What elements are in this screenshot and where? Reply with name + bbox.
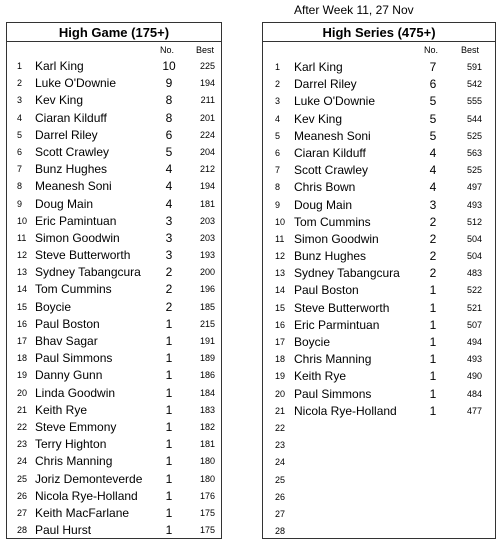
player-name: Darrel Riley: [294, 77, 357, 92]
player-name: Luke O'Downie: [35, 76, 116, 91]
row-rank: 26: [17, 490, 28, 501]
player-name: Luke O'Downie: [294, 94, 375, 109]
table-row: [263, 351, 495, 368]
table-row: [263, 300, 495, 317]
table-row: [7, 281, 221, 298]
table-row: [7, 178, 221, 195]
table-row: [263, 437, 495, 454]
best-score: 189: [199, 353, 215, 364]
row-rank: 25: [17, 473, 28, 484]
row-rank: 23: [275, 440, 286, 451]
count-value: 1: [429, 335, 437, 349]
best-score: 591: [466, 62, 482, 72]
player-name: Simon Goodwin: [35, 230, 120, 245]
player-name: Bhav Sagar: [35, 334, 98, 348]
row-rank: 5: [275, 130, 281, 141]
player-name: Paul Simmons: [35, 351, 113, 366]
best-score: 512: [466, 216, 482, 227]
row-rank: 13: [275, 268, 286, 279]
player-name: Darrel Riley: [35, 127, 98, 142]
best-score: 196: [199, 284, 215, 295]
row-rank: 5: [17, 129, 23, 140]
count-value: 1: [165, 437, 173, 452]
best-score: 497: [466, 182, 482, 193]
table-row: [7, 127, 221, 144]
count-value: 2: [429, 214, 437, 229]
row-rank: 28: [275, 526, 286, 537]
best-score: 504: [466, 233, 482, 244]
best-score: 563: [466, 147, 482, 158]
row-rank: 18: [275, 354, 286, 365]
count-value: 1: [165, 334, 173, 348]
best-score: 211: [200, 95, 215, 106]
table-row: [263, 386, 495, 403]
player-name: Chris Bown: [294, 180, 356, 195]
player-name: Keith Rye: [35, 402, 88, 417]
count-value: 1: [429, 283, 437, 298]
best-score: 200: [199, 267, 215, 278]
table-row: [7, 110, 221, 127]
count-value: 2: [165, 299, 173, 314]
row-rank: 15: [275, 302, 286, 313]
row-rank: 19: [17, 370, 28, 381]
best-score: 525: [466, 165, 482, 176]
player-name: Tom Cummins: [35, 282, 112, 297]
player-name: Karl King: [294, 60, 343, 74]
count-value: 1: [165, 419, 173, 434]
best-score: 194: [199, 181, 215, 192]
count-value: 4: [429, 163, 437, 178]
row-rank: 17: [275, 337, 286, 347]
best-score: 185: [199, 301, 215, 312]
count-value: 6: [429, 77, 437, 92]
row-rank: 15: [17, 301, 28, 312]
row-rank: 3: [17, 95, 23, 106]
row-rank: 12: [17, 250, 28, 261]
player-name: Simon Goodwin: [294, 231, 379, 246]
count-value: 1: [165, 316, 173, 331]
best-score: 483: [466, 268, 482, 279]
player-name: Paul Boston: [294, 283, 359, 298]
high-series-rows: [263, 59, 495, 540]
player-name: Scott Crawley: [35, 144, 110, 159]
table-row: [7, 436, 221, 453]
high-series-table: [262, 22, 496, 539]
table-row: [7, 75, 221, 92]
best-score: 175: [199, 525, 215, 536]
row-rank: 27: [17, 507, 28, 518]
best-score: 224: [199, 129, 215, 140]
table-row: [263, 282, 495, 299]
row-rank: 4: [275, 113, 281, 124]
count-value: 4: [429, 180, 437, 195]
count-value: 8: [165, 93, 173, 108]
count-value: 1: [165, 385, 173, 400]
table-row: [7, 385, 221, 402]
best-score: 507: [466, 319, 482, 330]
best-score: 525: [466, 130, 482, 141]
count-value: 1: [429, 300, 437, 315]
count-value: 5: [165, 144, 173, 159]
row-rank: 18: [17, 353, 28, 364]
table-row: [263, 197, 495, 214]
table-row: [7, 58, 221, 75]
count-value: 9: [165, 76, 173, 91]
best-score: 542: [466, 79, 482, 90]
table-row: [263, 454, 495, 471]
row-rank: 20: [275, 388, 286, 399]
table-row: [7, 264, 221, 281]
count-value: 5: [429, 94, 437, 109]
best-score: 203: [199, 232, 215, 243]
table-row: [7, 247, 221, 264]
row-rank: 1: [275, 62, 281, 72]
player-name: Doug Main: [35, 196, 94, 211]
count-value: 1: [429, 369, 437, 384]
player-name: Keith Rye: [294, 369, 347, 384]
count-value: 2: [165, 265, 173, 280]
row-rank: 16: [275, 319, 286, 330]
player-name: Boycie: [294, 335, 331, 349]
best-score: 494: [466, 337, 482, 347]
row-rank: 23: [17, 439, 28, 450]
count-value: 3: [165, 248, 173, 263]
count-value: 1: [165, 402, 173, 417]
page-subtitle: After Week 11, 27 Nov: [294, 3, 414, 17]
table-row: [263, 111, 495, 128]
best-score: 183: [199, 404, 215, 415]
table-row: [263, 489, 495, 506]
row-rank: 19: [275, 371, 286, 382]
table-row: [263, 317, 495, 334]
row-rank: 11: [17, 232, 27, 243]
row-rank: 7: [275, 165, 281, 176]
row-rank: 27: [275, 508, 286, 519]
table-row: [263, 128, 495, 145]
column-header-no: No.: [160, 45, 175, 55]
table-row: [263, 145, 495, 162]
player-name: Keith MacFarlane: [35, 505, 130, 520]
table-row: [7, 350, 221, 367]
best-score: 521: [466, 302, 482, 313]
best-score: 175: [199, 507, 215, 518]
column-header-best: Best: [461, 45, 480, 55]
best-score: 181: [199, 198, 215, 209]
player-name: Terry Highton: [35, 437, 107, 452]
table-row: [263, 76, 495, 93]
high-game-rows: [7, 58, 221, 539]
row-rank: 12: [275, 251, 286, 262]
row-rank: 14: [275, 285, 286, 296]
table-row: [7, 333, 221, 350]
player-name: Kev King: [294, 111, 343, 126]
best-score: 180: [199, 473, 215, 484]
count-value: 7: [429, 60, 437, 74]
table-row: [7, 213, 221, 230]
count-value: 4: [165, 179, 173, 194]
row-rank: 6: [275, 147, 281, 158]
count-value: 2: [165, 282, 173, 297]
high-game-column-headers: [7, 42, 221, 58]
row-rank: 3: [275, 96, 281, 107]
best-score: 212: [199, 164, 215, 175]
row-rank: 10: [17, 215, 28, 226]
count-value: 1: [165, 488, 173, 503]
table-row: [263, 59, 495, 76]
best-score: 194: [199, 78, 215, 89]
table-row: [263, 472, 495, 489]
player-name: Paul Simmons: [294, 386, 372, 401]
table-row: [263, 420, 495, 437]
table-row: [263, 368, 495, 385]
player-name: Karl King: [35, 59, 84, 73]
column-header-no: No.: [424, 45, 439, 55]
table-row: [263, 403, 495, 420]
player-name: Scott Crawley: [294, 163, 369, 178]
best-score: 484: [466, 388, 482, 399]
row-rank: 17: [17, 336, 28, 346]
player-name: Steve Butterworth: [294, 300, 390, 315]
player-name: Doug Main: [294, 197, 353, 212]
table-row: [7, 402, 221, 419]
best-score: 490: [466, 371, 482, 382]
player-name: Ciaran Kilduff: [35, 110, 107, 125]
best-score: 203: [199, 215, 215, 226]
column-header-best: Best: [196, 45, 215, 55]
row-rank: 11: [275, 233, 285, 244]
count-value: 1: [429, 386, 437, 401]
player-name: Meanesh Soni: [35, 179, 112, 194]
table-row: [7, 419, 221, 436]
player-name: Paul Hurst: [35, 523, 92, 538]
table-row: [263, 265, 495, 282]
table-row: [7, 488, 221, 505]
count-value: 1: [165, 368, 173, 383]
table-row: [7, 161, 221, 178]
best-score: 180: [199, 456, 215, 467]
row-rank: 10: [275, 216, 286, 227]
high-series-title: High Series (475+): [263, 23, 495, 42]
table-row: [7, 92, 221, 109]
count-value: 3: [165, 230, 173, 245]
row-rank: 16: [17, 318, 28, 329]
player-name: Chris Manning: [294, 352, 372, 367]
best-score: 182: [199, 421, 215, 432]
player-name: Boycie: [35, 299, 72, 314]
player-name: Eric Parmintuan: [294, 317, 380, 332]
count-value: 5: [429, 128, 437, 143]
best-score: 186: [199, 370, 215, 381]
row-rank: 1: [17, 61, 23, 71]
row-rank: 25: [275, 474, 286, 485]
row-rank: 6: [17, 146, 23, 157]
row-rank: 13: [17, 267, 28, 278]
best-score: 477: [466, 405, 482, 416]
table-row: [7, 299, 221, 316]
table-row: [263, 162, 495, 179]
count-value: 2: [429, 249, 437, 264]
table-row: [263, 214, 495, 231]
best-score: 215: [199, 318, 215, 329]
high-game-title: High Game (175+): [7, 23, 221, 42]
row-rank: 22: [17, 421, 28, 432]
player-name: Danny Gunn: [35, 368, 103, 383]
table-row: [7, 471, 221, 488]
table-row: [7, 316, 221, 333]
best-score: 176: [199, 490, 215, 501]
table-row: [263, 179, 495, 196]
row-rank: 2: [275, 79, 281, 90]
count-value: 8: [165, 110, 173, 125]
table-row: [7, 196, 221, 213]
high-game-table: [6, 22, 222, 539]
player-name: Ciaran Kilduff: [294, 145, 366, 160]
player-name: Bunz Hughes: [294, 249, 367, 264]
player-name: Bunz Hughes: [35, 162, 108, 177]
table-row: [263, 93, 495, 110]
best-score: 504: [466, 251, 482, 262]
row-rank: 4: [17, 112, 23, 123]
row-rank: 21: [275, 405, 286, 416]
player-name: Eric Pamintuan: [35, 213, 117, 228]
row-rank: 8: [275, 182, 281, 193]
best-score: 193: [199, 250, 215, 261]
best-score: 191: [199, 336, 215, 346]
player-name: Steve Emmony: [35, 419, 117, 434]
count-value: 3: [165, 213, 173, 228]
best-score: 555: [466, 96, 482, 107]
best-score: 544: [466, 113, 482, 124]
count-value: 1: [165, 505, 173, 520]
row-rank: 9: [17, 198, 23, 209]
count-value: 10: [162, 59, 176, 73]
row-rank: 24: [275, 457, 286, 468]
row-rank: 24: [17, 456, 28, 467]
count-value: 4: [165, 196, 173, 211]
count-value: 1: [165, 454, 173, 469]
table-row: [263, 523, 495, 540]
player-name: Paul Boston: [35, 316, 100, 331]
player-name: Meanesh Soni: [294, 128, 371, 143]
best-score: 225: [199, 61, 215, 71]
player-name: Linda Goodwin: [35, 385, 116, 400]
player-name: Kev King: [35, 93, 84, 108]
high-series-column-headers: [263, 42, 495, 58]
table-row: [263, 231, 495, 248]
player-name: Chris Manning: [35, 454, 113, 469]
table-row: [7, 367, 221, 384]
table-row: [7, 144, 221, 161]
count-value: 3: [429, 197, 437, 212]
row-rank: 22: [275, 422, 286, 433]
count-value: 1: [429, 317, 437, 332]
count-value: 6: [165, 127, 173, 142]
count-value: 1: [165, 523, 173, 538]
row-rank: 14: [17, 284, 28, 295]
count-value: 1: [165, 351, 173, 366]
count-value: 5: [429, 111, 437, 126]
row-rank: 7: [17, 164, 23, 175]
best-score: 184: [199, 387, 215, 398]
player-name: Sydney Tabangcura: [35, 265, 141, 280]
table-row: [263, 248, 495, 265]
count-value: 1: [165, 471, 173, 486]
player-name: Sydney Tabangcura: [294, 266, 400, 281]
table-row: [263, 506, 495, 523]
best-score: 181: [199, 439, 215, 450]
table-row: [7, 453, 221, 470]
table-row: [7, 230, 221, 247]
row-rank: 8: [17, 181, 23, 192]
table-row: [7, 505, 221, 522]
row-rank: 20: [17, 387, 28, 398]
best-score: 493: [466, 199, 482, 210]
best-score: 204: [199, 146, 215, 157]
count-value: 1: [429, 352, 437, 367]
best-score: 522: [466, 285, 482, 296]
best-score: 493: [466, 354, 482, 365]
count-value: 4: [429, 145, 437, 160]
count-value: 2: [429, 266, 437, 281]
count-value: 1: [429, 403, 437, 418]
player-name: Tom Cummins: [294, 214, 371, 229]
count-value: 2: [429, 231, 437, 246]
row-rank: 26: [275, 491, 286, 502]
table-row: [7, 522, 221, 539]
player-name: Steve Butterworth: [35, 248, 131, 263]
table-row: [263, 334, 495, 351]
player-name: Nicola Rye-Holland: [35, 488, 138, 503]
row-rank: 9: [275, 199, 281, 210]
player-name: Joriz Demonteverde: [35, 471, 143, 486]
best-score: 201: [199, 112, 215, 123]
count-value: 4: [165, 162, 173, 177]
row-rank: 28: [17, 525, 28, 536]
row-rank: 21: [17, 404, 28, 415]
player-name: Nicola Rye-Holland: [294, 403, 397, 418]
row-rank: 2: [17, 78, 23, 89]
